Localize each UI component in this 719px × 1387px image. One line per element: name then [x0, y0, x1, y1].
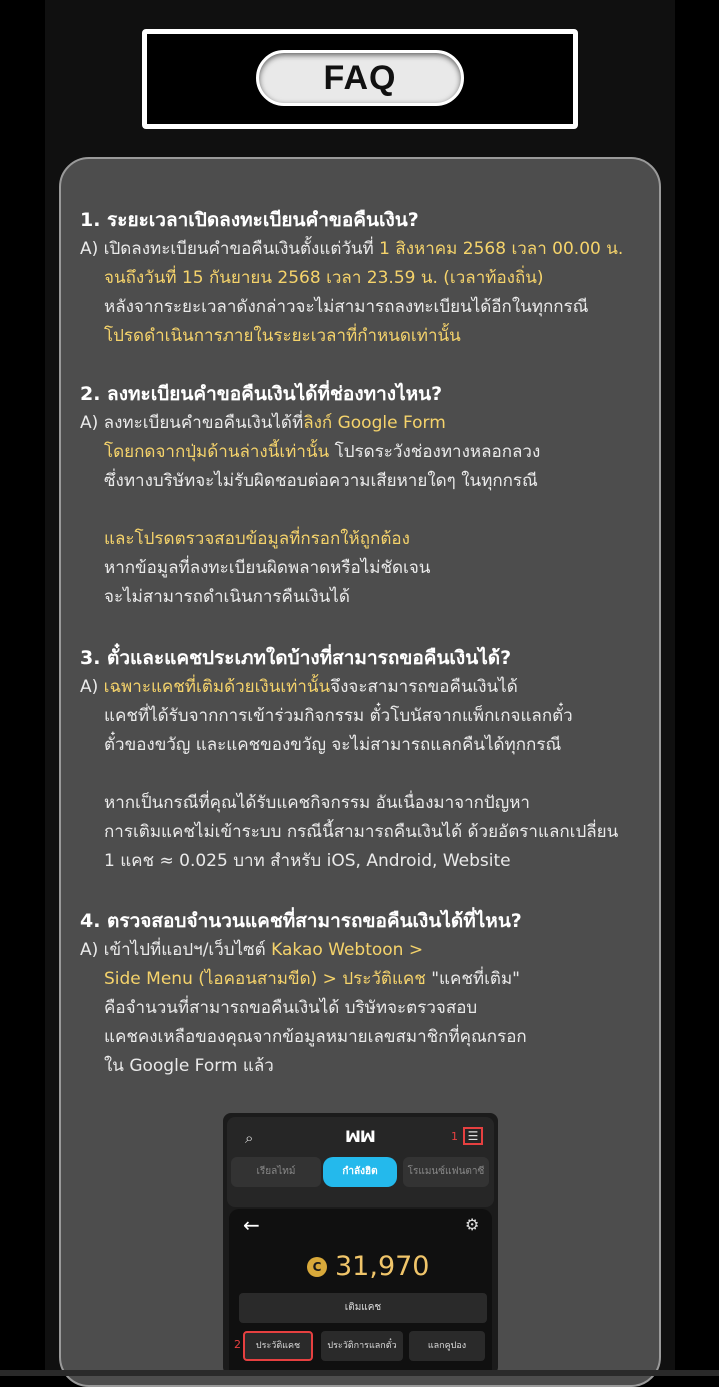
faq-answer-line: [80, 673, 660, 702]
answer-text: A) ลงทะเบียนคำขอคืนเงินได้ที่: [80, 413, 304, 433]
cash-balance: [307, 1251, 429, 1282]
answer-text: หากเป็นกรณีที่คุณได้รับแคชกิจกรรม อันเนื่องมาจากปัญหา: [104, 793, 530, 813]
app-screenshot: [223, 1113, 498, 1375]
faq-question: 2. ลงทะเบียนคำขอคืนเงินได้ที่ช่องทางไหน?: [80, 383, 443, 405]
faq-answer-line: [80, 467, 660, 496]
highlighted-text: Side Menu (ไอคอนสามขีด) > ประวัติแคช: [104, 969, 426, 989]
ticket-history-button: ประวัติการแลกตั๋ว: [321, 1331, 403, 1361]
faq-answer-line: [80, 264, 660, 293]
highlighted-text: และโปรดตรวจสอบข้อมูลที่กรอกให้ถูกต้อง: [104, 529, 410, 549]
faq-answer-line: [80, 789, 660, 818]
faq-answer-line: [80, 936, 660, 965]
tab-romance-fantasy: โรแมนซ์แฟนตาซี: [403, 1157, 489, 1187]
faq-item-1: [80, 206, 660, 351]
cash-balance-value: 31,970: [335, 1251, 430, 1282]
answer-text: แคชคงเหลือของคุณจากข้อมูลหมายเลขสมาชิกที่คุณกรอก: [104, 1027, 527, 1047]
highlighted-text: 1 สิงหาคม 2568 เวลา 00.00 น.: [379, 239, 624, 259]
spacer: [80, 760, 660, 789]
answer-text: ซึ่งทางบริษัทจะไม่รับผิดชอบต่อความเสียหายใดๆ ในทุกกรณี: [104, 471, 538, 491]
answer-text: A) เปิดลงทะเบียนคำขอคืนเงินตั้งแต่วันที่: [80, 239, 380, 259]
highlighted-text: โดยกดจากปุ่มด้านล่างนี้เท่านั้น: [104, 442, 330, 462]
answer-text: หากข้อมูลที่ลงทะเบียนผิดพลาดหรือไม่ชัดเจน: [104, 558, 431, 578]
back-arrow-icon: ←: [243, 1213, 260, 1237]
faq-answer-line: [80, 235, 660, 264]
faq-answer-line: [80, 583, 660, 612]
highlighted-text: ลิงก์ Google Form: [303, 413, 446, 433]
answer-text: "แคชที่เติม": [425, 969, 521, 989]
faq-answer-line: [80, 731, 660, 760]
faq-answer-line: [80, 1023, 660, 1052]
answer-text: การเติมแคชไม่เข้าระบบ กรณีนี้สามารถคืนเงินได้ ด้วยอัตราแลกเปลี่ยน: [104, 822, 619, 842]
faq-question: 1. ระยะเวลาเปิดลงทะเบียนคำขอคืนเงิน?: [80, 209, 419, 231]
faq-answer-line: [80, 409, 660, 438]
tab-trending: กำลังฮิต: [323, 1157, 397, 1187]
faq-question: 3. ตั๋วและแคชประเภทใดบ้างที่สามารถขอคืนเงินได้?: [80, 647, 512, 669]
faq-answer-line: [80, 554, 660, 583]
step-marker-2: 2: [234, 1338, 241, 1351]
cash-panel: [229, 1209, 492, 1375]
faq-item-2: [80, 380, 660, 612]
coin-icon: C: [307, 1257, 327, 1277]
genre-tabs: [227, 1157, 494, 1191]
highlighted-text: เฉพาะแคชที่เติมด้วยเงินเท่านั้น: [103, 677, 331, 697]
answer-text: คือจำนวนที่สามารถขอคืนเงินได้ บริษัทจะตรวจสอบ: [104, 998, 478, 1018]
answer-text: ตั๋วของขวัญ และแคชของขวัญ จะไม่สามารถแลกคืนได้ทุกกรณี: [104, 735, 562, 755]
answer-text: ใน Google Form แล้ว: [104, 1056, 274, 1076]
answer-text: จึงจะสามารถขอคืนเงินได้: [330, 677, 518, 697]
top-up-button: เติมแคช: [239, 1293, 487, 1323]
search-icon: ⌕: [245, 1129, 254, 1147]
answer-text: แคชที่ได้รับจากการเข้าร่วมกิจกรรม ตั๋วโบนัสจากแพ็กเกจแลกตั๋ว: [104, 706, 573, 726]
answer-text: A): [80, 677, 104, 697]
highlighted-text: Kakao Webtoon >: [271, 940, 424, 960]
app-logo: ꟽꟽ: [345, 1127, 375, 1146]
hamburger-menu-icon: ☰: [463, 1127, 483, 1145]
tab-realtime: เรียลไทม์: [231, 1157, 321, 1187]
app-header: [227, 1117, 494, 1207]
faq-item-4: [80, 907, 660, 1081]
faq-answer-line: [80, 818, 660, 847]
answer-text: 1 แคช ≈ 0.025 บาท สำหรับ iOS, Android, Website: [104, 851, 511, 871]
faq-answer-line: [80, 847, 660, 876]
answer-text: หลังจากระยะเวลาดังกล่าวจะไม่สามารถลงทะเบียนได้อีกในทุกกรณี: [104, 297, 589, 317]
gear-icon: ⚙: [465, 1215, 480, 1234]
faq-item-3: [80, 644, 660, 876]
faq-answer-line: [80, 525, 660, 554]
answer-text: โปรดระวังช่องทางหลอกลวง: [329, 442, 541, 462]
highlighted-text: จนถึงวันที่ 15 กันยายน 2568 เวลา 23.59 น. (เวลาท้องถิ่น): [104, 268, 544, 288]
redeem-coupon-button: แลกคูปอง: [409, 1331, 485, 1361]
faq-answer-line: [80, 1052, 660, 1081]
bottom-bar: [0, 1370, 719, 1376]
cash-history-button: ประวัติแคช: [243, 1331, 313, 1361]
spacer: [80, 496, 660, 525]
page-title: FAQ: [323, 58, 397, 97]
answer-text: จะไม่สามารถดำเนินการคืนเงินได้: [104, 587, 350, 607]
faq-answer-line: [80, 322, 660, 351]
step-marker-1: 1: [451, 1130, 458, 1143]
faq-question: 4. ตรวจสอบจำนวนแคชที่สามารถขอคืนเงินได้ที่ไหน?: [80, 910, 522, 932]
faq-answer-line: [80, 702, 660, 731]
answer-text: A) เข้าไปที่แอปฯ/เว็บไซต์: [80, 940, 272, 960]
faq-answer-line: [80, 965, 660, 994]
faq-title-badge: [256, 50, 464, 106]
faq-answer-line: [80, 293, 660, 322]
highlighted-text: โปรดดำเนินการภายในระยะเวลาที่กำหนดเท่านั้น: [104, 326, 461, 346]
faq-answer-line: [80, 994, 660, 1023]
faq-answer-line: [80, 438, 660, 467]
